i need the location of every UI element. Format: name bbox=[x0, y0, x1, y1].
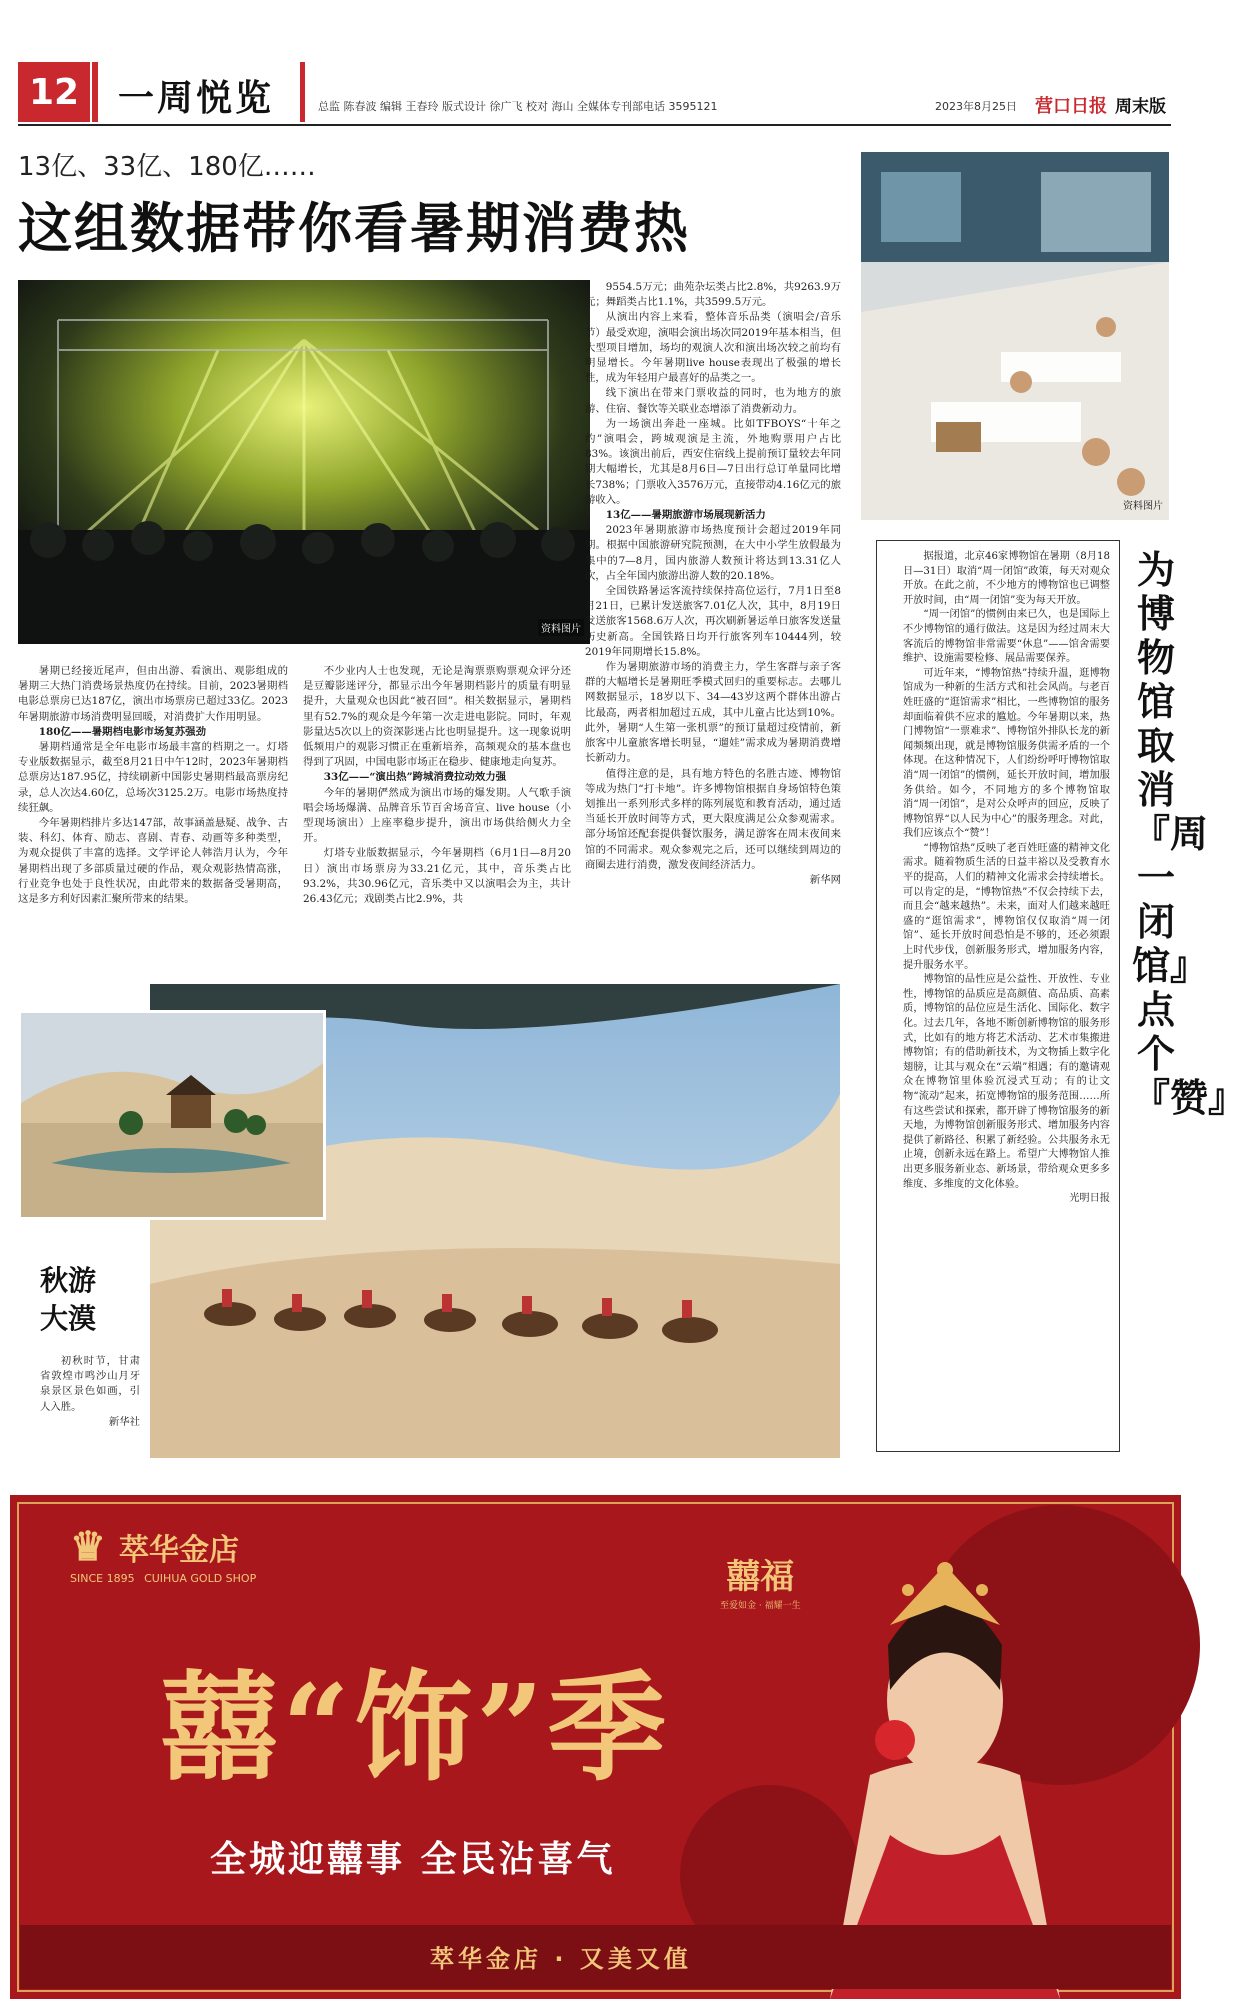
paragraph: 9554.5万元；曲苑杂坛类占比2.8%，共9263.9万元；舞蹈类占比1.1%，共3599.5万元。 bbox=[585, 281, 841, 309]
museum-photo-credit: 资料图片 bbox=[1123, 501, 1163, 512]
ad-logo-mark bbox=[720, 1549, 801, 1611]
paragraph: 从演出内容上来看，整体音乐品类（演唱会/音乐节）最受欢迎，演唱会演出场次同2019年基本相当，但大型项目增加，场均的观演人次和演出场次较之前均有明显增长。今年暑期live house表现出了极强的增长性，成为年轻用户最喜好的品类之一。 bbox=[585, 311, 841, 385]
subheading: 33亿——“演出热”跨城消费拉动效力强 bbox=[323, 771, 507, 784]
museum-commentary-title: 为博物馆取消『周一闭馆』点个『赞』 bbox=[1132, 547, 1246, 1120]
ad-slogan: 全城迎囍事 全民沾喜气 bbox=[210, 1839, 616, 1880]
museum-photo bbox=[861, 152, 1169, 520]
paragraph: 作为暑期旅游市场的消费主力，学生客群与亲子客群的大幅增长是暑期旺季模式回归的重要标志。去哪儿网数据显示，18岁以下、34—43岁这两个群体出游占比最高，两者相加超过五成，其中儿童占比达到10%。此外，暑期“人生第一张机票”的预订量超过疫情前，新旅客中儿童旅客增长明显，“遛娃”需求成为暑期消费增长新动力。 bbox=[585, 661, 841, 765]
article-column-1 bbox=[18, 664, 288, 907]
paragraph: 为一场演出奔赴一座城。比如TFBOYS“十年之约”演唱会，跨城观演是主流，外地购票用户占比83%。该演出前后，西安住宿线上提前预订量较去年同期大幅增长，尤其是8月6日—7日出行总订单量同比增长738%；门票收入3576万元，直接带动4.16亿元的旅游收入。 bbox=[585, 417, 841, 506]
concert-photo-credit: 资料图片 bbox=[538, 619, 584, 636]
museum-commentary-body bbox=[903, 550, 1110, 1207]
ad-since: SINCE 1895 bbox=[70, 1572, 135, 1585]
ad-big-title: 囍“饰”季 bbox=[160, 1658, 670, 1797]
desert-credit: 新华社 bbox=[108, 1415, 140, 1428]
museum-credit: 光明日报 bbox=[1069, 1193, 1110, 1205]
edition-label: 周末版 bbox=[1115, 97, 1166, 117]
header-divider bbox=[300, 62, 305, 122]
concert-photo bbox=[18, 280, 590, 644]
paragraph: 可近年来，“博物馆热”持续升温，逛博物馆成为一种新的生活方式和社会风尚。与老百姓旺盛的“逛馆需求”相比，一些博物馆的服务却面临着供不应求的尴尬。今年暑期以来，热门博物馆“一票难求”、博物馆外排队长龙的新闻频频出现，就是博物馆服务供需矛盾的一个体现。在这种情况下，人们纷纷呼吁博物馆取消“周一闭馆”的惯例，延长开放时间，增加服务供给。如今，不同地方的多个博物馆取消“周一闭馆”，是对公众呼声的回应，反映了博物馆界“以人民为中心”的服务理念。对此，我们应该点个“赞”！ bbox=[903, 667, 1110, 840]
article-credit: 新华网 bbox=[809, 873, 841, 886]
subheading: 13亿——暑期旅游市场展现新活力 bbox=[605, 509, 766, 522]
paragraph: “博物馆热”反映了老百姓旺盛的精神文化需求。随着物质生活的日益丰裕以及受教育水平的提高，人们的精神文化需求会持续增长。可以肯定的是，“博物馆热”不仅会持续下去，而且会“越来越热”。未来，面对人们越来越旺盛的“逛馆需求”，博物馆仅仅取消“周一闭馆”、延长开放时间恐怕是不够的，还必须跟上时代步伐，创新服务形式，增加服务内容，提升服务水平。 bbox=[903, 842, 1110, 971]
crown-icon: ♛ bbox=[70, 1523, 106, 1570]
subheading: 180亿——暑期档电影市场复苏强劲 bbox=[38, 725, 206, 738]
newspaper-name: 营口日报 bbox=[1035, 96, 1107, 117]
article-column-2 bbox=[303, 664, 571, 907]
desert-title-line-2: 大漠 bbox=[40, 1302, 97, 1335]
paragraph: 暑期档通常是全年电影市场最丰富的档期之一。灯塔专业版数据显示，截至8月21日中午12时，2023年暑期档总票房达187.95亿，持续刷新中国影史暑期档最高票房纪录，总人次达4.60亿，总场次3125.2万。电影市场热度持续狂飙。 bbox=[18, 741, 288, 814]
desert-caption bbox=[40, 1354, 140, 1430]
ad-logo-text: 囍福 bbox=[726, 1557, 795, 1597]
paragraph: “周一闭馆”的惯例由来已久，也是国际上不少博物馆的通行做法。这是因为经过周末大客流后的博物馆非常需要“休息”——馆舍需要维护、设施需要检修、展品需要保养。 bbox=[903, 609, 1110, 665]
paragraph: 线下演出在带来门票收益的同时，也为地方的旅游、住宿、餐饮等关联业态增添了消费新动力。 bbox=[585, 387, 841, 415]
crescent-lake-photo bbox=[18, 1010, 326, 1220]
paragraph: 不少业内人士也发现，无论是淘票票购票观众评分还是豆瓣影迷评分，都显示出今年暑期档影片的质量有明显提升，大量观众也因此“被召回”。相关数据显示，暑期档里有52.7%的观众是今年第一次走进电影院。同时，年观影量达5次以上的资深影迷占比也明显提升。这一现象说明低频用户的观影习惯正在重新培养，高频观众的基本盘也得到了巩固，中国电影市场正在稳步、健康地走向复苏。 bbox=[303, 665, 571, 769]
paragraph: 据报道，北京46家博物馆在暑期（8月18日—31日）取消“周一闭馆”政策，每天对观众开放。在此之前，不少地方的博物馆也已调整开放时间，由“周一闭馆”变为每天开放。 bbox=[903, 551, 1110, 606]
paragraph: 今年暑期档排片多达147部，故事涵盖悬疑、战争、古装、科幻、体育、励志、喜剧、青春、动画等多种类型，为观众提供了丰富的选择。文学评论人韩浩月认为，今年暑期档出现了多部质量过硬的作品，观众观影热情高涨，行业竞争也处于良性状况，由此带来的数据备受暑期高，这是多方利好因素汇聚所带来的结果。 bbox=[18, 817, 288, 906]
crescent-lake-image bbox=[21, 1013, 323, 1217]
ad-logo-sub: 至爱如金 · 福耀一生 bbox=[720, 1601, 801, 1611]
museum-image bbox=[861, 152, 1169, 520]
jewelry-advertisement bbox=[10, 1495, 1181, 1999]
paragraph: 灯塔专业版数据显示，今年暑期档（6月1日—8月20日）演出市场票房为33.21亿元，其中，音乐类占比93.2%，共30.96亿元，音乐类中又以演唱会为主，共计26.43亿元；戏剧类占比2.9%，共 bbox=[303, 847, 571, 906]
paragraph: 全国铁路暑运客流持续保持高位运行，7月1日至8月21日，已累计发送旅客7.01亿人次，其中，8月19日发送旅客1568.6万人次，再次刷新暑运单日旅客发送量历史新高。全国铁路日均开行旅客列车10444列，较2019年同期增长15.8%。 bbox=[585, 585, 841, 658]
paragraph: 博物馆的品性应是公益性、开放性、专业性，博物馆的品质应是高颜值、高品质、高素质，博物馆的品位应是生活化、国际化、数字化。过去几年，各地不断创新博物馆的服务形式，比如有的地方将艺术活动、艺术市集搬进博物馆；有的借助新技术，为文物插上数字化翅膀，让其与观众在“云端”相遇；有的邀请观众在博物馆里体验沉浸式互动；有的让文物“流动”起来，拓宽博物馆的服务范围……所有这些尝试和探索，都开辟了博物馆服务的新天地，为博物馆创新服务形式、增加服务内容提供了新路径、积累了新经验。公共服务永无止境，创新永远在路上。希望广大博物馆人推出更多服务新业态、新场景，带给观众更多多维度、多维度的文化体验。 bbox=[903, 974, 1110, 1190]
article-kicker: 13亿、33亿、180亿…… bbox=[18, 152, 316, 182]
desert-caption-text: 初秋时节，甘肃省敦煌市鸣沙山月牙泉景区景色如画，引人入胜。 bbox=[40, 1355, 140, 1413]
article-column-3 bbox=[585, 280, 841, 888]
concert-image bbox=[18, 280, 590, 644]
ad-brand-block bbox=[70, 1523, 256, 1585]
issue-date: 2023年8月25日 bbox=[935, 100, 1017, 113]
desert-title bbox=[40, 1262, 96, 1338]
ad-brand-cn: 萃华金店 bbox=[118, 1533, 239, 1568]
header-accent-bar bbox=[92, 62, 98, 122]
section-title: 一周悦览 bbox=[118, 77, 275, 119]
paragraph: 暑期已经接近尾声，但由出游、看演出、观影组成的暑期三大热门消费场景热度仍在持续。目前，2023暑期档电影总票房已达187亿，演出市场票房已超过33亿。2023年暑期旅游市场消费明显回暖，对消费扩大作用明显。 bbox=[18, 665, 288, 723]
page-number: 12 bbox=[18, 62, 90, 122]
ad-footer: 萃华金店 · 又美又值 bbox=[430, 1945, 692, 1973]
ad-brand-en: CUIHUA GOLD SHOP bbox=[144, 1572, 257, 1585]
staff-credits: 总监 陈春波 编辑 王春玲 版式设计 徐广飞 校对 海山 全媒体专刊部电话 3595121 bbox=[318, 100, 718, 113]
paragraph: 值得注意的是，具有地方特色的名胜古迹、博物馆等成为热门“打卡地”。许多博物馆根据自身场馆特色策划推出一系列形式多样的陈列展览和教育活动，通过适当延长开放时间等方式，更大限度满足公众参观需求。部分场馆还配套提供餐饮服务，满足游客在周末夜间来馆的不同需求。观众参观完之后，还可以继续到周边的商圈去进行消费，激发夜间经济活力。 bbox=[585, 767, 841, 871]
paragraph: 今年的暑期俨然成为演出市场的爆发期。人气歌手演唱会场场爆满、品牌音乐节百舍场音宣、live house（小型现场演出）上座率稳步提升，演出市场供给侧火力全开。 bbox=[303, 786, 571, 845]
article-headline: 这组数据带你看暑期消费热 bbox=[18, 197, 690, 260]
paragraph: 2023年暑期旅游市场热度预计会超过2019年同期。根据中国旅游研究院预测，在大中小学生放假最为集中的7—8月，国内旅游人数预计将达到13.31亿人次，占全年国内旅游出游人数的20.18%。 bbox=[585, 524, 841, 582]
header-rule bbox=[18, 124, 1171, 126]
desert-title-line-1: 秋游 bbox=[40, 1264, 97, 1297]
